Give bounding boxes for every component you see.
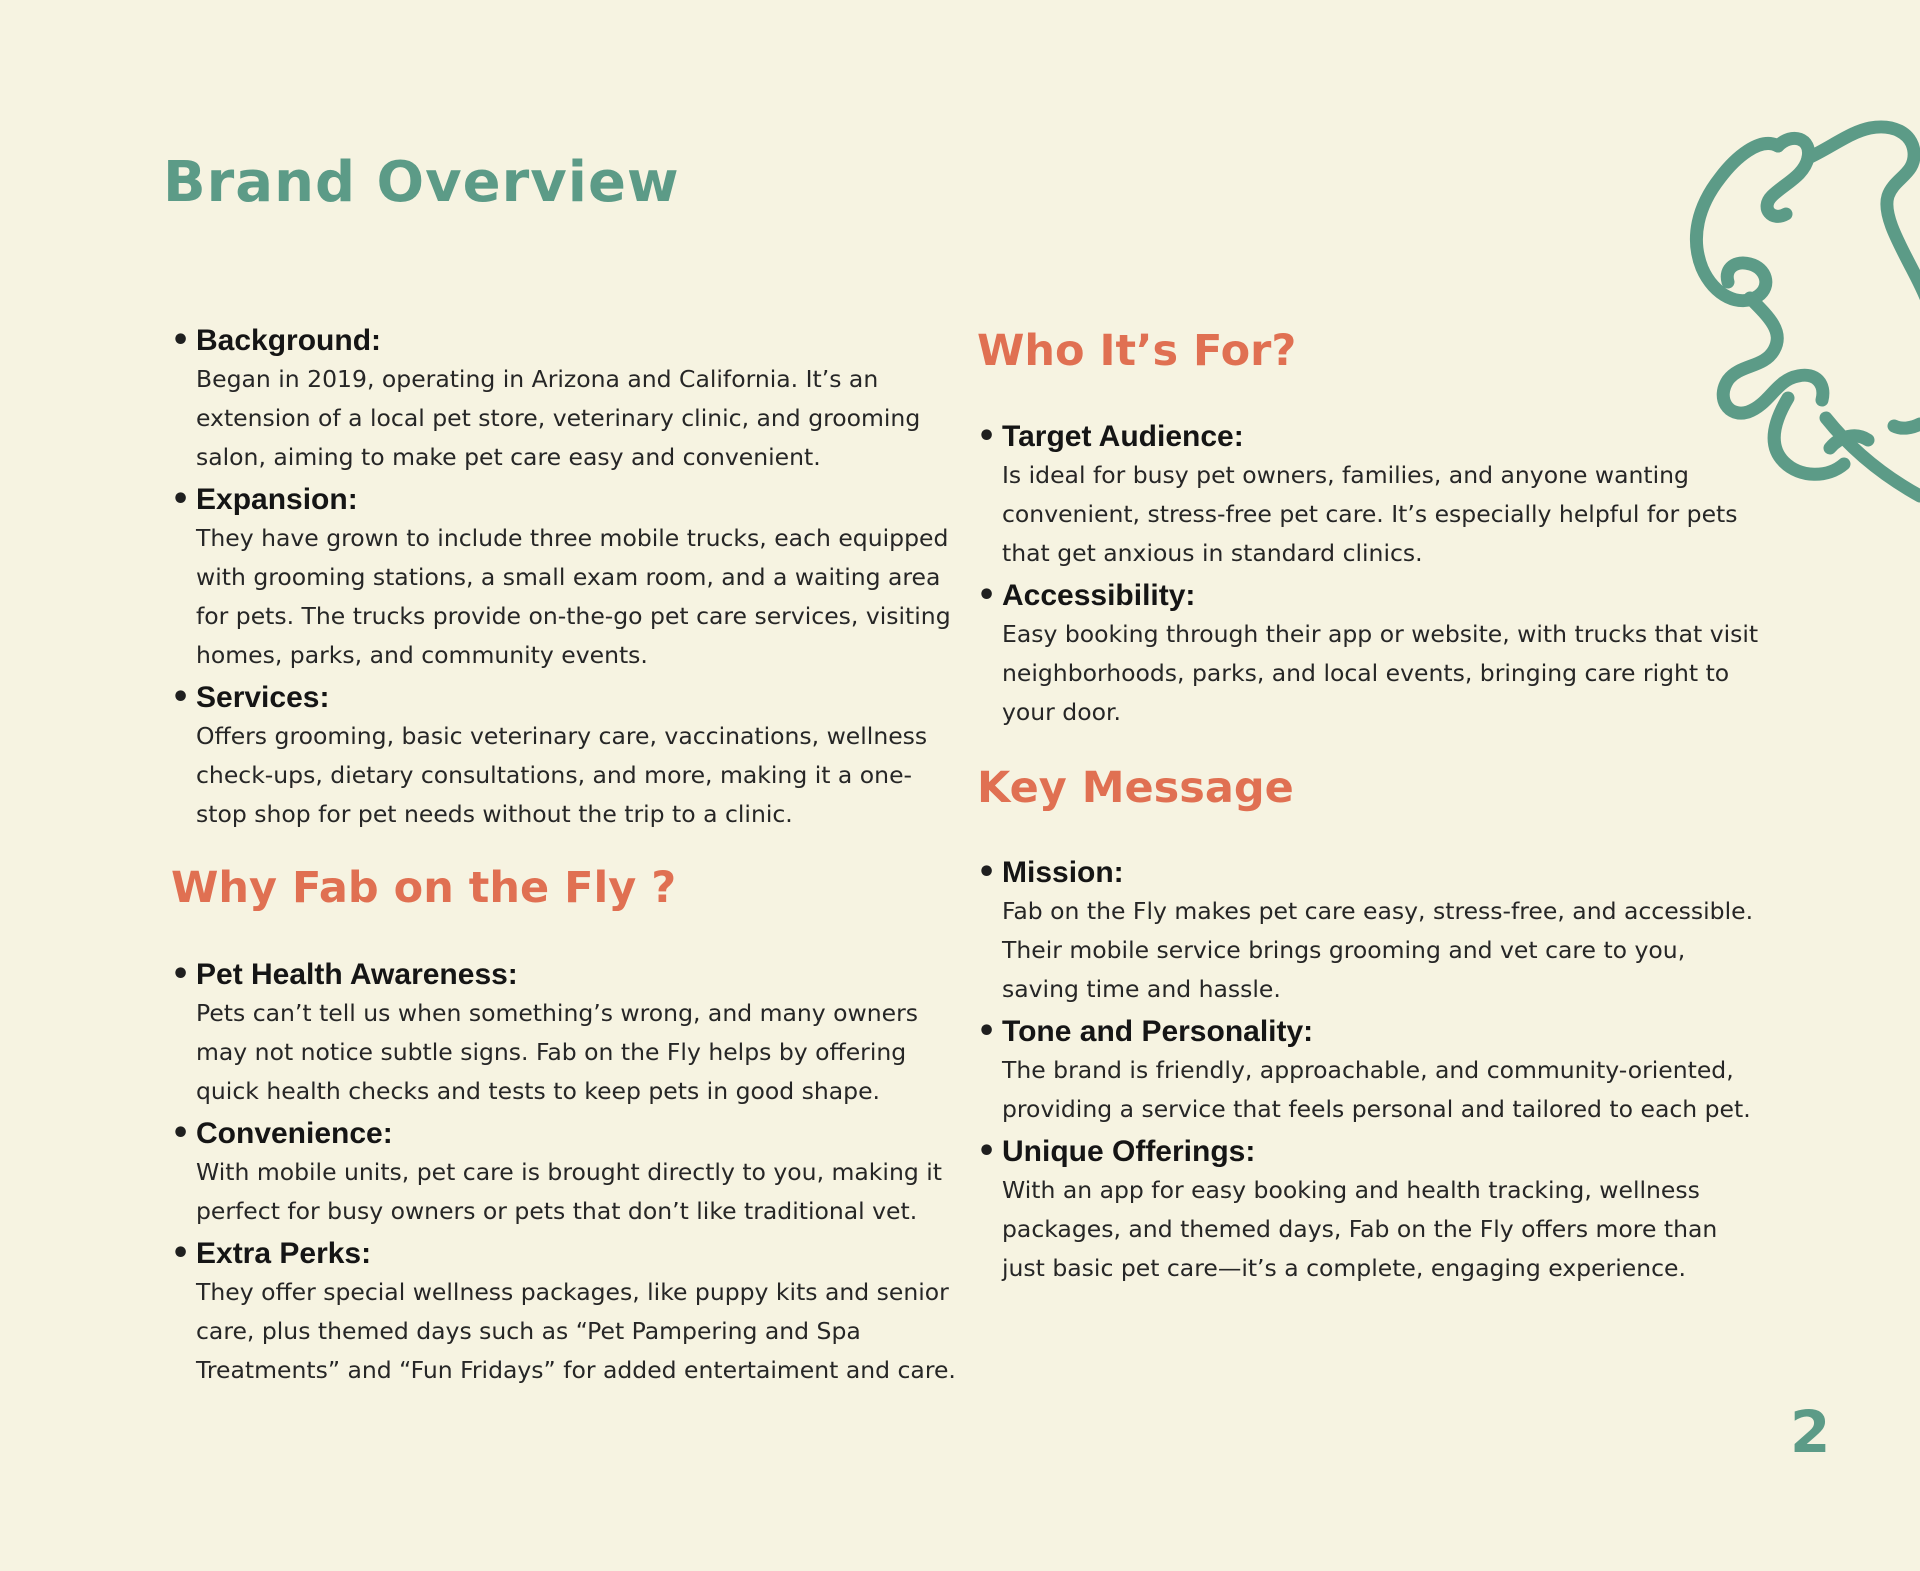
item-text: Offers grooming, basic veterinary care, vaccinations, wellness check-ups, dietary consultations, and more, making it a one-stop shop for pet needs without the trip to a clinic.: [196, 722, 928, 828]
item-title: Target Audience:: [1002, 420, 1244, 453]
bullet-icon: •: [171, 680, 191, 715]
item-title: Extra Perks:: [196, 1237, 372, 1270]
item-text: With mobile units, pet care is brought directly to you, making it perfect for busy owners or pets that don’t like traditional vet.: [196, 1158, 942, 1225]
dog-head-outline: [1696, 144, 1778, 301]
brand-overview-list: [171, 321, 961, 837]
item-text: They have grown to include three mobile trucks, each equipped with grooming stations, a small exam room, and a waiting area for pets. The trucks provide on-the-go pet care services, visiting homes, parks, and community events.: [196, 524, 951, 669]
bullet-icon: •: [171, 482, 191, 517]
list-item-unique-offerings: [977, 1132, 1767, 1288]
bullet-icon: •: [977, 419, 997, 454]
item-title: Background:: [196, 324, 382, 357]
bullet-icon: •: [977, 1134, 997, 1169]
list-item-background: [171, 321, 961, 477]
list-item-mission: [977, 853, 1767, 1009]
item-text: With an app for easy booking and health tracking, wellness packages, and themed days, Fab on the Fly offers more than just basic pet care—it’s a complete, engaging experience.: [1002, 1176, 1718, 1282]
item-title: Services:: [196, 681, 330, 714]
bullet-icon: •: [171, 323, 191, 358]
section-heading-key-message: Key Message: [977, 763, 1294, 813]
page-title: Brand Overview: [163, 150, 680, 215]
item-title: Mission:: [1002, 856, 1124, 889]
item-title: Tone and Personality:: [1002, 1015, 1314, 1048]
list-item-accessibility: [977, 576, 1767, 732]
dog-chest-outline: [1723, 298, 1823, 413]
item-text: Easy booking through their app or website, with trucks that visit neighborhoods, parks, and local events, bringing care right to your door.: [1002, 620, 1759, 726]
bullet-icon: •: [977, 578, 997, 613]
page-number: 2: [1790, 1398, 1831, 1466]
list-item-tone: [977, 1012, 1767, 1129]
item-title: Convenience:: [196, 1117, 393, 1150]
who-list: [977, 417, 1767, 735]
list-item-services: [171, 678, 961, 834]
item-text: Began in 2019, operating in Arizona and California. It’s an extension of a local pet store, veterinary clinic, and grooming salon, aiming to make pet care easy and convenient.: [196, 365, 921, 471]
item-text: The brand is friendly, approachable, and community-oriented, providing a service that feels personal and tailored to each pet.: [1002, 1056, 1751, 1123]
item-text: Pets can’t tell us when something’s wrong, and many owners may not notice subtle signs. Fab on the Fly helps by offering quick health checks and tests to keep pets in good shape.: [196, 999, 919, 1105]
dog-paw-outline: [1894, 424, 1920, 428]
dog-body-outline: [1808, 127, 1920, 308]
item-text: They offer special wellness packages, like puppy kits and senior care, plus themed days such as “Pet Pampering and Spa Treatments” and “Fun Fridays” for added entertaiment and care.: [196, 1278, 956, 1384]
bullet-icon: •: [171, 1236, 191, 1271]
item-title: Unique Offerings:: [1002, 1135, 1256, 1168]
section-heading-why: Why Fab on the Fly ?: [171, 863, 677, 913]
list-item-target-audience: [977, 417, 1767, 573]
bullet-icon: •: [977, 1014, 997, 1049]
key-message-list: [977, 853, 1767, 1291]
bullet-icon: •: [171, 1116, 191, 1151]
item-title: Pet Health Awareness:: [196, 958, 518, 991]
section-heading-who: Who It’s For?: [977, 326, 1297, 376]
item-title: Expansion:: [196, 483, 358, 516]
item-text: Fab on the Fly makes pet care easy, stress-free, and accessible. Their mobile service brings grooming and vet care to you, saving time and hassle.: [1002, 897, 1754, 1003]
item-title: Accessibility:: [1002, 579, 1196, 612]
why-list: [171, 955, 961, 1393]
item-text: Is ideal for busy pet owners, families, and anyone wanting convenient, stress-free pet care. It’s especially helpful for pets that get anxious in standard clinics.: [1002, 461, 1738, 567]
list-item-convenience: [171, 1114, 961, 1231]
bullet-icon: •: [977, 855, 997, 890]
dog-ear-outline: [1767, 138, 1808, 216]
bullet-icon: •: [171, 957, 191, 992]
list-item-extra-perks: [171, 1234, 961, 1390]
list-item-expansion: [171, 480, 961, 675]
list-item-pet-health: [171, 955, 961, 1111]
